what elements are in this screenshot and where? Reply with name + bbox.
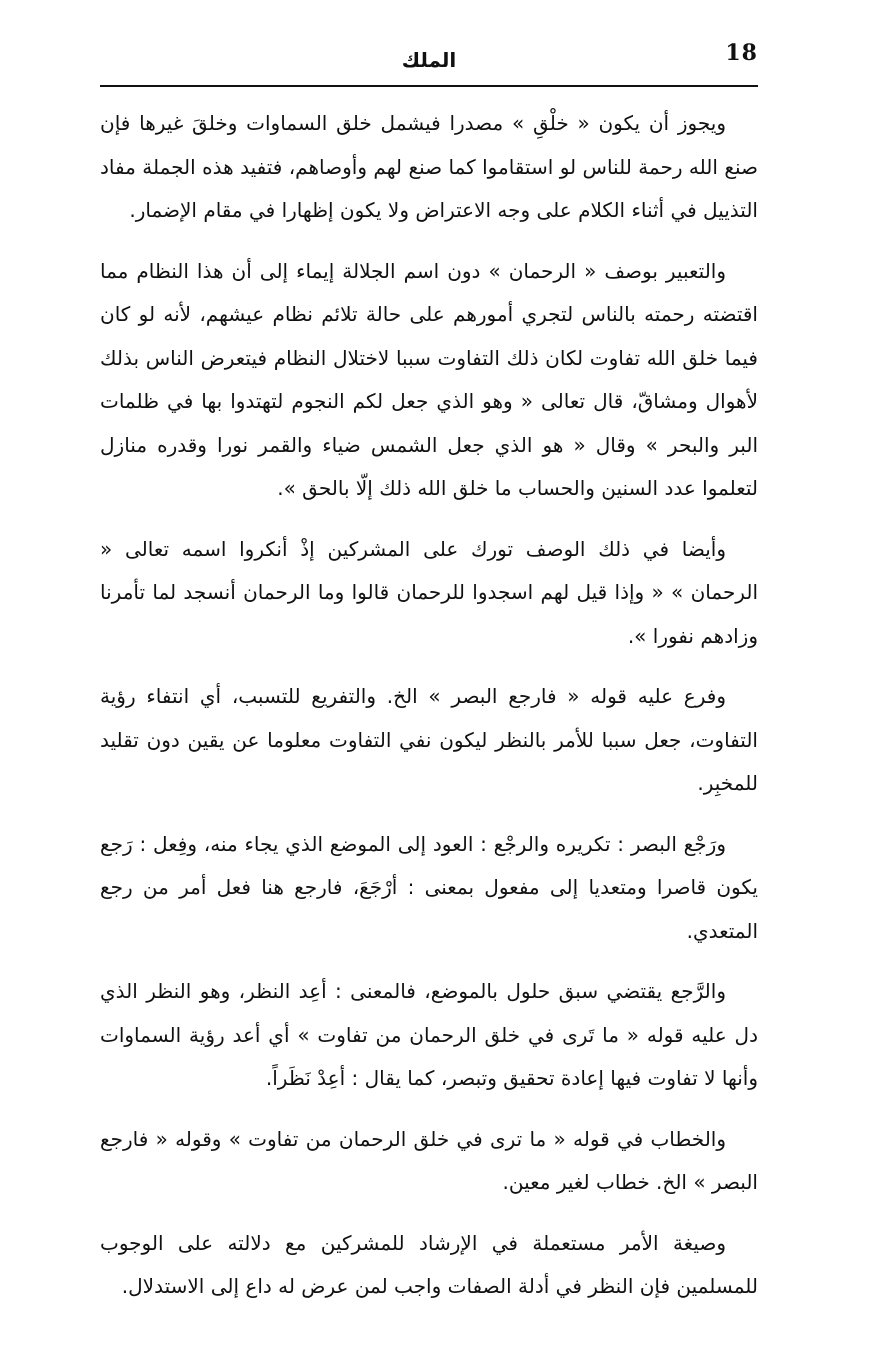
page-number: 18 (725, 40, 758, 66)
paragraph: ويجوز أن يكون « خلْقِ » مصدرا فيشمل خلق السماوات وخلقَ غيرها فإن صنع الله رحمة للناس لو استقاموا كما صنع لهم وأوصاهم، فتفيد هذه الجملة مفاد التذييل في أثناء الكلام على وجه الاعتراض ولا يكون إظهارا في مقام الإضمار. (100, 111, 758, 222)
paragraph: وفرع عليه قوله « فارجع البصر » الخ. والتفريع للتسبب، أي انتفاء رؤية التفاوت، جعل سببا للأمر بالنظر ليكون نفي التفاوت معلوما عن يقين دون تقليد للمخبِر. (100, 684, 758, 795)
paragraph: والخطاب في قوله « ما ترى في خلق الرحمان من تفاوت » وقوله « فارجع البصر » الخ. خطاب لغير معين. (100, 1126, 758, 1194)
paragraph: ورَجْع البصر : تكريره والرجْع : العود إلى الموضع الذي يجاء منه، وفِعل : رَجع يكون قاصرا ومتعديا إلى مفعول بمعنى : أرْجَعَ، فارجع هنا فعل أمر من رجع المتعدي. (100, 831, 758, 943)
running-title: الملك (401, 48, 457, 72)
header-rule (100, 85, 758, 87)
paragraph: والرَّجع يقتضي سبق حلول بالموضع، فالمعنى : أعِد النظر، وهو النظر الذي دل عليه قوله « ما تَرى في خلق الرحمان من تفاوت » أي أعد رؤية السماوات وأنها لا تفاوت فيها إعادة تحقيق وتبصر، كما يقال : أعِدْ نَظَراً. (100, 979, 758, 1090)
paragraph: وصيغة الأمر مستعملة في الإرشاد للمشركين مع دلالته على الوجوب للمسلمين فإن النظر في أدلة الصفات واجب لمن عرض له داع إلى الاستدلال. (100, 1230, 758, 1298)
page-header (100, 34, 758, 80)
paragraph: وأيضا في ذلك الوصف تورك على المشركين إذْ أنكروا اسمه تعالى « الرحمان » « وإذا قيل لهم اسجدوا للرحمان قالوا وما الرحمان أنسجد لما تأمرنا وزادهم نفورا ». (100, 536, 758, 648)
body-text (100, 102, 758, 1309)
paragraph: والتعبير بوصف « الرحمان » دون اسم الجلالة إيماء إلى أن هذا النظام مما اقتضته رحمته بالناس لتجري أمورهم على حالة تلائم نظام عيشهم، لأنه لو كان فيما خلق الله تفاوت لكان ذلك التفاوت سببا لاختلال النظام فيتعرض الناس بذلك لأهوال ومشاقّ، قال تعالى « وهو الذي جعل لكم النجوم لتهتدوا بها في ظلمات البر والبحر » وقال « هو الذي جعل الشمس ضياء والقمر نورا وقدره منازل لتعلموا عدد السنين والحساب ما خلق الله ذلك إلّا بالحق ». (100, 258, 758, 500)
